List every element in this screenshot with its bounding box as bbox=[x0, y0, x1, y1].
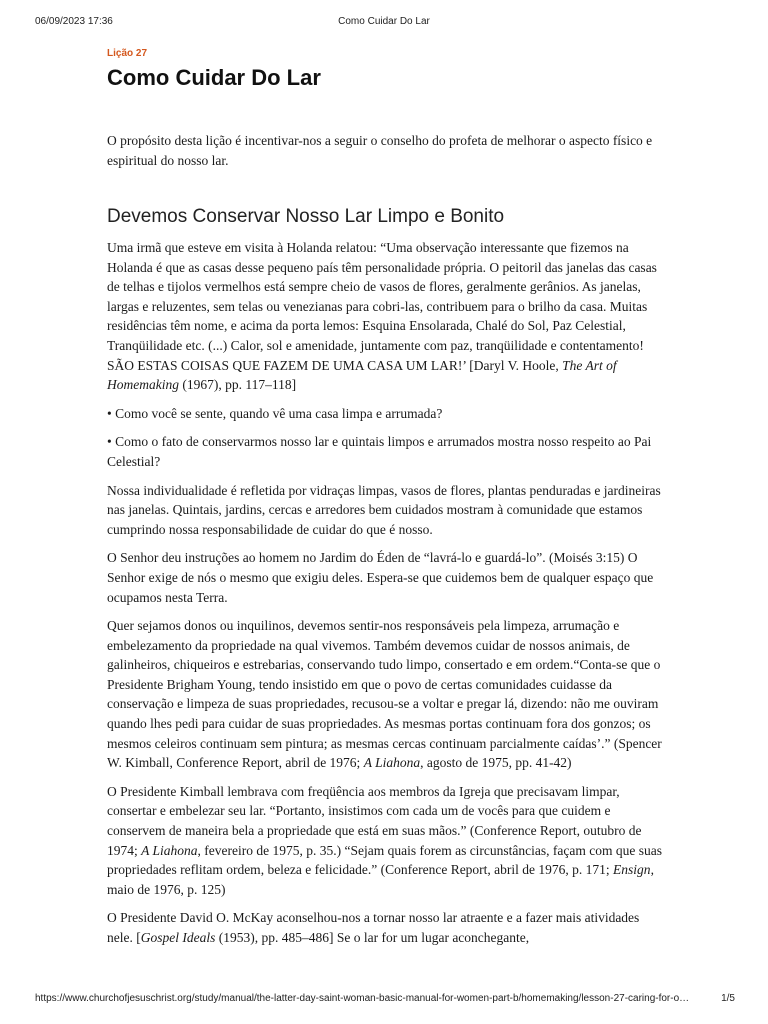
page-title: Como Cuidar Do Lar bbox=[107, 65, 321, 90]
print-footer bbox=[0, 993, 768, 1009]
magazine-title: A Liahona bbox=[363, 755, 421, 771]
print-url: https://www.churchofjesuschrist.org/study/manual/the-latter-day-saint-woman-basic-manual-for-women-part-b/homemaking/lesson-27-caring-for-o… bbox=[35, 993, 690, 1004]
section-heading: Devemos Conservar Nosso Lar Limpo e Bonito bbox=[107, 206, 505, 227]
paragraph-mckay: O Presidente David O. McKay aconselhou-nos a tornar nosso lar atraente e a fazer mais atividades nele. [Gospel Ideals (1953), pp. 485–486] Se o lar for um lugar aconchegante, bbox=[107, 910, 640, 945]
page-indicator: 1/5 bbox=[721, 993, 735, 1004]
print-datetime: 06/09/2023 17:36 bbox=[35, 16, 113, 27]
article bbox=[107, 47, 665, 948]
paragraph-brigham-young: Quer sejamos donos ou inquilinos, devemos sentir-nos responsáveis pela limpeza, arrumação e embelezamento da propriedade na qual vivemos. Também devemos cuidar de nossos animais, de galinheiros, chiqueiros e estrebarias, conservando tudo limpo, consertado e em ordem.“Conta-se que o Presidente Brigham Young, tendo insistido em que o povo de certas comunidades cuidasse da conservação e limpeza de suas propriedades, recusou-se a voltar e pregar lá, dizendo: não me ouviram quando lhes pedi para cuidar de suas propriedades. As mesmas portas continuam fora dos gonzos; os mesmos celeiros continuam sem pintura; as mesmas cercas continuam parcialmente caídas’.” (Spencer W. Kimball, Conference Report, abril de 1976; A Liahona, agosto de 1975, pp. 41-42) bbox=[107, 618, 662, 771]
paragraph-holland: Uma irmã que esteve em visita à Holanda relatou: “Uma observação interessante que fizemos na Holanda é que as casas desse pequeno país têm personalidade própria. O peitoril das janelas das casas de telhas e tijolos vermelhos está sempre cheio de vasos de flores, geralmente gerânios. As janelas, largas e reluzentes, sem telas ou venezianas para cobri-las, contribuem para o brilho da casa. Muitas residências têm nome, e acima da porta lemos: Esquina Ensolarada, Chalé do Sol, Paz Celestial, Tranqüilidade etc. (...) Calor, sol e amenidade, juntamente com paz, tranqüilidade e contentamento! SÃO ESTAS COISAS QUE FAZEM DE UMA CASA UM LAR!’ [Daryl V. Hoole, The Art of Homemaking (1967), pp. 117–118] bbox=[107, 240, 657, 393]
book-title: The Art of Homemaking bbox=[107, 357, 617, 393]
paragraph-individuality: Nossa individualidade é refletida por vidraças limpas, vasos de flores, plantas penduradas e jardineiras nas janelas. Quintais, jardins, cercas e arredores bem cuidados mostram à comunidade que estamos cumprindo nossa responsabilidade de cuidar do que é nosso. bbox=[107, 482, 661, 537]
book-title: Gospel Ideals bbox=[140, 930, 216, 945]
lesson-label: Lição 27 bbox=[107, 48, 148, 59]
print-doc-title: Como Cuidar Do Lar bbox=[338, 16, 430, 27]
intro-paragraph: O propósito desta lição é incentivar-nos a seguir o conselho do profeta de melhorar o aspecto físico e espiritual do nosso lar. bbox=[107, 133, 653, 168]
question-2: • Como o fato de conservarmos nosso lar e quintais limpos e arrumados mostra nosso respeito ao Pai Celestial? bbox=[107, 434, 652, 469]
magazine-title: A Liahona bbox=[141, 842, 198, 858]
paragraph-eden: O Senhor deu instruções ao homem no Jardim do Éden de “lavrá-lo e guardá-lo”. (Moisés 3:15) O Senhor exige de nós o mesmo que exigiu deles. Espera-se que cuidemos bem de qualquer espaço que ocupamos nesta Terra. bbox=[107, 550, 654, 605]
magazine-title: Ensign bbox=[613, 862, 651, 878]
print-header bbox=[0, 16, 768, 32]
question-1: • Como você se sente, quando vê uma casa limpa e arrumada? bbox=[107, 405, 443, 421]
paragraph-kimball: O Presidente Kimball lembrava com freqüência aos membros da Igreja que precisavam limpar, consertar e embelezar seu lar. “Portanto, insistimos com cada um de vocês para que cuidem e conservem de maneira bela a propriedade que está em suas mãos.” (Conference Report, outubro de 1974; A Liahona, fevereiro de 1975, p. 35.) “Sejam quais forem as circunstâncias, façam com que suas propriedades reflitam ordem, beleza e felicidade.” (Conference Report, abril de 1976, p. 171; Ensign, maio de 1976, p. 125) bbox=[107, 783, 662, 897]
